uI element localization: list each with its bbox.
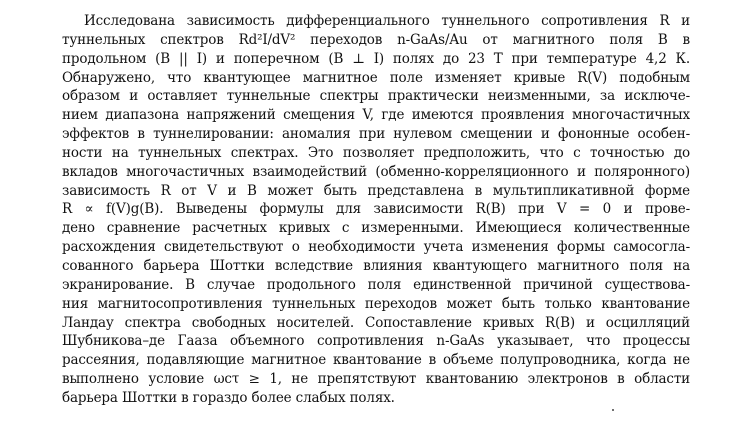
abstract-line-14: сованного барьера Шоттки вследствие влияния квантующего магнитного поля на [62,257,690,274]
abstract-line-2: туннельных спектров Rd²I/dV² переходов n-GaAs/Au от магнитного поля B в [62,31,690,48]
abstract-line-15: экранирование. В случае продольного поля единственной причиной существова- [62,276,690,293]
abstract-line-3: продольном (B || I) и поперечном (B ⊥ I) полях до 23 Т при температуре 4,2 К. [62,50,690,67]
abstract-line-6: нием диапазона напряжений смещения V, где имеются проявления многочастичных [62,107,690,124]
abstract-line-17: Ландау спектра свободных носителей. Сопоставление кривых R(B) и осцилляций [62,314,690,331]
abstract-line-16: ния магнитосопротивления туннельных переходов может быть только квантование [62,295,690,312]
abstract-line-7: эффектов в туннелировании: аномалия при нулевом смещении и фононные особен- [62,126,690,143]
abstract-paragraph [62,12,690,408]
scan-dust-speck [612,409,614,411]
abstract-line-12: дено сравнение расчетных кривых с измеренными. Имеющиеся количественные [62,220,690,237]
abstract-line-20: выполнено условие ωcτ ≥ 1, не препятствуют квантованию электронов в области [62,371,690,388]
abstract-line-8: ности на туннельных спектрах. Это позволяет предположить, что с точностью до [62,144,690,161]
abstract-line-9: вкладов многочастичных взаимодействий (обменно-корреляционного и поляронного) [62,163,690,180]
abstract-line-10: зависимость R от V и B может быть представлена в мультипликативной форме [62,182,690,199]
abstract-line-11: R ∝ f(V)g(B). Выведены формулы для зависимости R(B) при V = 0 и прове- [62,201,690,218]
abstract-line-5: образом и оставляет туннельные спектры практически неизменными, за исключе- [62,88,690,105]
abstract-line-1: Исследована зависимость дифференциального туннельного сопротивления R и [84,13,690,29]
abstract-line-13: расхождения свидетельствуют о необходимости учета изменения формы самосогла- [62,239,690,256]
abstract-line-4: Обнаружено, что квантующее магнитное поле изменяет кривые R(V) подобным [62,69,690,86]
abstract-line-19: рассеяния, подавляющие магнитное квантование в объеме полупроводника, когда не [62,352,690,369]
abstract-line-18: Шубникова–де Гааза объемного сопротивления n-GaAs указывает, что процессы [62,333,690,350]
abstract-line-21: барьера Шоттки в гораздо более слабых полях. [62,389,395,406]
